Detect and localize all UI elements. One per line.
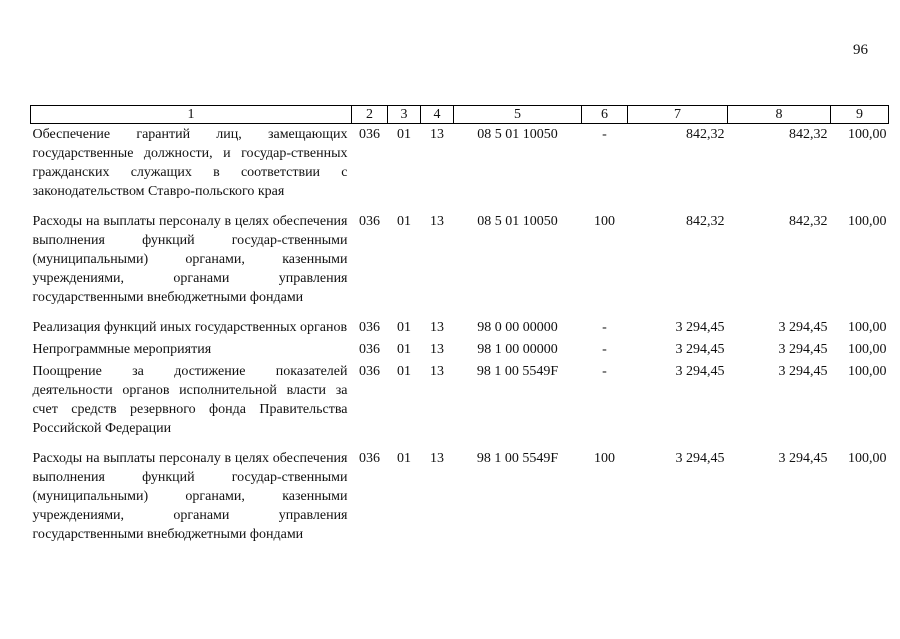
subsection-code: 13 <box>430 451 444 466</box>
column-header-9: 9 <box>831 106 889 124</box>
row-name: Обеспечение гарантий лиц, замещающих государственные должности, и государ-ственных гражданских служащих в соответствии с законодательством Ставро-польского края <box>32 127 348 199</box>
ministry-code: 036 <box>359 214 380 229</box>
expense-type-code: - <box>602 127 607 142</box>
subsection-code: 13 <box>430 342 444 357</box>
subsection-code: 13 <box>430 214 444 229</box>
subsection-code: 13 <box>430 364 444 379</box>
amount-col-8: 842,32 <box>789 127 828 142</box>
expense-type-code: 100 <box>594 214 615 229</box>
amount-col-7: 842,32 <box>686 214 725 229</box>
section-code: 01 <box>397 364 411 379</box>
column-header-7: 7 <box>628 106 728 124</box>
row-name: Расходы на выплаты персоналу в целях обеспечения выполнения функций государ-ственными (муниципальными) органами, казенными учреждениями, органами управления государственными внебюджетными фондами <box>32 214 348 305</box>
expense-type-code: 100 <box>594 451 615 466</box>
table-row <box>31 361 889 440</box>
table-row <box>31 339 889 361</box>
amount-col-8: 842,32 <box>789 214 828 229</box>
target-article-code: 98 1 00 5549F <box>476 364 559 379</box>
table-row <box>31 309 889 339</box>
ministry-code: 036 <box>359 364 380 379</box>
page-number: 96 <box>853 42 868 58</box>
section-code: 01 <box>397 320 411 335</box>
subsection-code: 13 <box>430 127 444 142</box>
column-header-2: 2 <box>352 106 388 124</box>
row-name: Непрограммные мероприятия <box>32 342 212 357</box>
ministry-code: 036 <box>359 342 380 357</box>
row-name: Поощрение за достижение показателей деятельности органов исполнительной власти за счет средств резервного фонда Правительства Российской Федерации <box>32 364 348 436</box>
expense-type-code: - <box>602 364 607 379</box>
amount-col-7: 3 294,45 <box>675 451 725 466</box>
row-name: Реализация функций иных государственных органов <box>32 320 348 335</box>
amount-col-8: 3 294,45 <box>778 364 828 379</box>
target-article-code: 08 5 01 10050 <box>477 127 558 142</box>
expense-type-code: - <box>602 320 607 335</box>
percent-col-9: 100,00 <box>848 451 887 466</box>
column-number-header-row <box>31 106 889 124</box>
subsection-code: 13 <box>430 320 444 335</box>
target-article-code: 98 1 00 5549F <box>476 451 559 466</box>
section-code: 01 <box>397 214 411 229</box>
amount-col-7: 3 294,45 <box>675 320 725 335</box>
column-header-5: 5 <box>454 106 582 124</box>
amount-col-7: 842,32 <box>686 127 725 142</box>
percent-col-9: 100,00 <box>848 320 887 335</box>
table-row <box>31 440 889 546</box>
section-code: 01 <box>397 127 411 142</box>
column-header-3: 3 <box>388 106 421 124</box>
percent-col-9: 100,00 <box>848 364 887 379</box>
budget-table <box>30 105 889 546</box>
amount-col-7: 3 294,45 <box>675 364 725 379</box>
ministry-code: 036 <box>359 320 380 335</box>
table-row <box>31 124 889 204</box>
amount-col-8: 3 294,45 <box>778 320 828 335</box>
row-name: Расходы на выплаты персоналу в целях обеспечения выполнения функций государ-ственными (муниципальными) органами, казенными учреждениями, органами управления государственными внебюджетными фондами <box>32 451 348 542</box>
section-code: 01 <box>397 451 411 466</box>
percent-col-9: 100,00 <box>848 342 887 357</box>
target-article-code: 98 0 00 00000 <box>477 320 558 335</box>
column-header-1: 1 <box>31 106 352 124</box>
ministry-code: 036 <box>359 127 380 142</box>
section-code: 01 <box>397 342 411 357</box>
percent-col-9: 100,00 <box>848 127 887 142</box>
target-article-code: 98 1 00 00000 <box>477 342 558 357</box>
column-header-8: 8 <box>728 106 831 124</box>
amount-col-8: 3 294,45 <box>778 451 828 466</box>
target-article-code: 08 5 01 10050 <box>477 214 558 229</box>
ministry-code: 036 <box>359 451 380 466</box>
percent-col-9: 100,00 <box>848 214 887 229</box>
column-header-4: 4 <box>421 106 454 124</box>
amount-col-8: 3 294,45 <box>778 342 828 357</box>
amount-col-7: 3 294,45 <box>675 342 725 357</box>
expense-type-code: - <box>602 342 607 357</box>
column-header-6: 6 <box>582 106 628 124</box>
table-row <box>31 203 889 309</box>
